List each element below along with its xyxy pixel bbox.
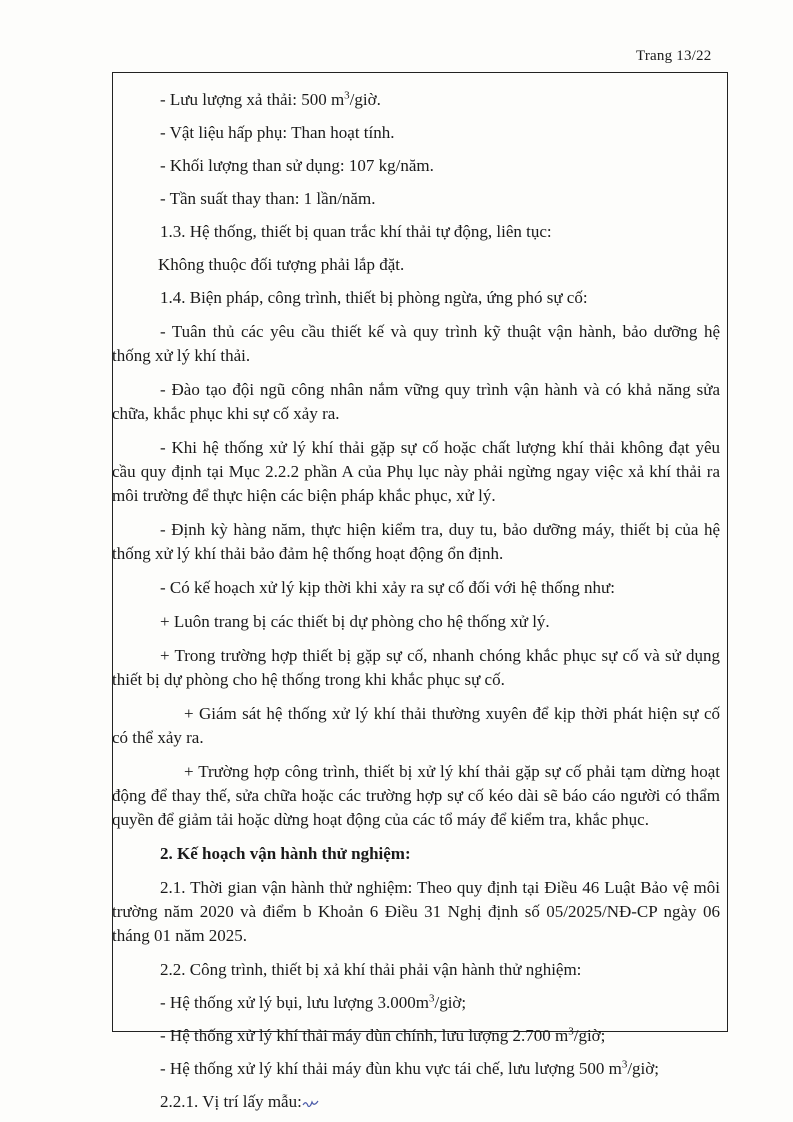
text-line: - Khối lượng than sử dụng: 107 kg/năm. bbox=[160, 156, 434, 175]
document-body bbox=[112, 88, 720, 1114]
paragraph: + Trong trường hợp thiết bị gặp sự cố, nhanh chóng khắc phục sự cố và sử dụng thiết bị dự phòng cho hệ thống trong khi khắc phục sự cố. bbox=[112, 646, 720, 689]
paragraph: + Trường hợp công trình, thiết bị xử lý khí thải gặp sự cố phải tạm dừng hoạt động để thay thế, sửa chữa hoặc các trường hợp sự cố kéo dài sẽ báo cáo người có thẩm quyền để giảm tải hoặc dừng hoạt động của các tổ máy để kiểm tra, khắc phục. bbox=[112, 762, 720, 829]
paragraph: - Định kỳ hàng năm, thực hiện kiểm tra, duy tu, bảo dưỡng máy, thiết bị của hệ thống xử lý khí thải bảo đảm hệ thống hoạt động ổn định. bbox=[112, 520, 720, 563]
text-line: - Lưu lượng xả thải: 500 $m^3$/giờ. bbox=[160, 89, 381, 109]
paragraph: - Có kế hoạch xử lý kịp thời khi xảy ra sự cố đối với hệ thống như: bbox=[160, 578, 615, 597]
paragraph: - Đào tạo đội ngũ công nhân nắm vững quy trình vận hành và có khả năng sửa chữa, khắc phục khi sự cố xảy ra. bbox=[112, 380, 720, 423]
page-number: Trang 13/22 bbox=[636, 48, 712, 64]
paragraph: + Giám sát hệ thống xử lý khí thải thường xuyên để kịp thời phát hiện sự cố có thể xảy ra. bbox=[112, 704, 720, 747]
paragraph: 2.1. Thời gian vận hành thử nghiệm: Theo quy định tại Điều 46 Luật Bảo vệ môi trường năm 2020 và điểm b Khoản 6 Điều 31 Nghị định số 05/2025/NĐ-CP ngày 06 tháng 01 năm 2025. bbox=[112, 878, 720, 945]
section-heading-1-4: 1.4. Biện pháp, công trình, thiết bị phòng ngừa, ứng phó sự cố: bbox=[160, 288, 588, 307]
section-heading-2-2: 2.2. Công trình, thiết bị xả khí thải phải vận hành thử nghiệm: bbox=[160, 960, 582, 979]
initial-mark-icon bbox=[302, 1092, 320, 1102]
paragraph: - Khi hệ thống xử lý khí thải gặp sự cố hoặc chất lượng khí thải không đạt yêu cầu quy định tại Mục 2.2.2 phần A của Phụ lục này phải ngừng ngay việc xả khí thải ra môi trường để thực hiện các biện pháp khắc phục, xử lý. bbox=[112, 438, 720, 505]
text-line: - Hệ thống xử lý khí thải máy đùn khu vực tái chế, lưu lượng 500 $m^3$/giờ; bbox=[160, 1058, 659, 1078]
text-line: - Hệ thống xử lý bụi, lưu lượng $3.000m^3$/giờ; bbox=[160, 992, 467, 1012]
text-line: - Tần suất thay than: 1 lần/năm. bbox=[160, 189, 376, 208]
paragraph: - Tuân thủ các yêu cầu thiết kế và quy trình kỹ thuật vận hành, bảo dưỡng hệ thống xử lý khí thải. bbox=[112, 322, 720, 365]
paragraph: + Luôn trang bị các thiết bị dự phòng cho hệ thống xử lý. bbox=[160, 612, 550, 631]
text-line: - Vật liệu hấp phụ: Than hoạt tính. bbox=[160, 123, 395, 142]
section-heading-2: 2. Kế hoạch vận hành thử nghiệm: bbox=[160, 844, 411, 863]
section-heading-1-3: 1.3. Hệ thống, thiết bị quan trắc khí thải tự động, liên tục: bbox=[160, 222, 552, 241]
text-line: Không thuộc đối tượng phải lắp đặt. bbox=[158, 255, 405, 274]
section-heading-2-2-1: 2.2.1. Vị trí lấy mẫu: bbox=[160, 1090, 720, 1114]
text-line: - Hệ thống xử lý khí thải máy đùn chính, lưu lượng 2.700 $m^3$/giờ; bbox=[160, 1025, 606, 1045]
